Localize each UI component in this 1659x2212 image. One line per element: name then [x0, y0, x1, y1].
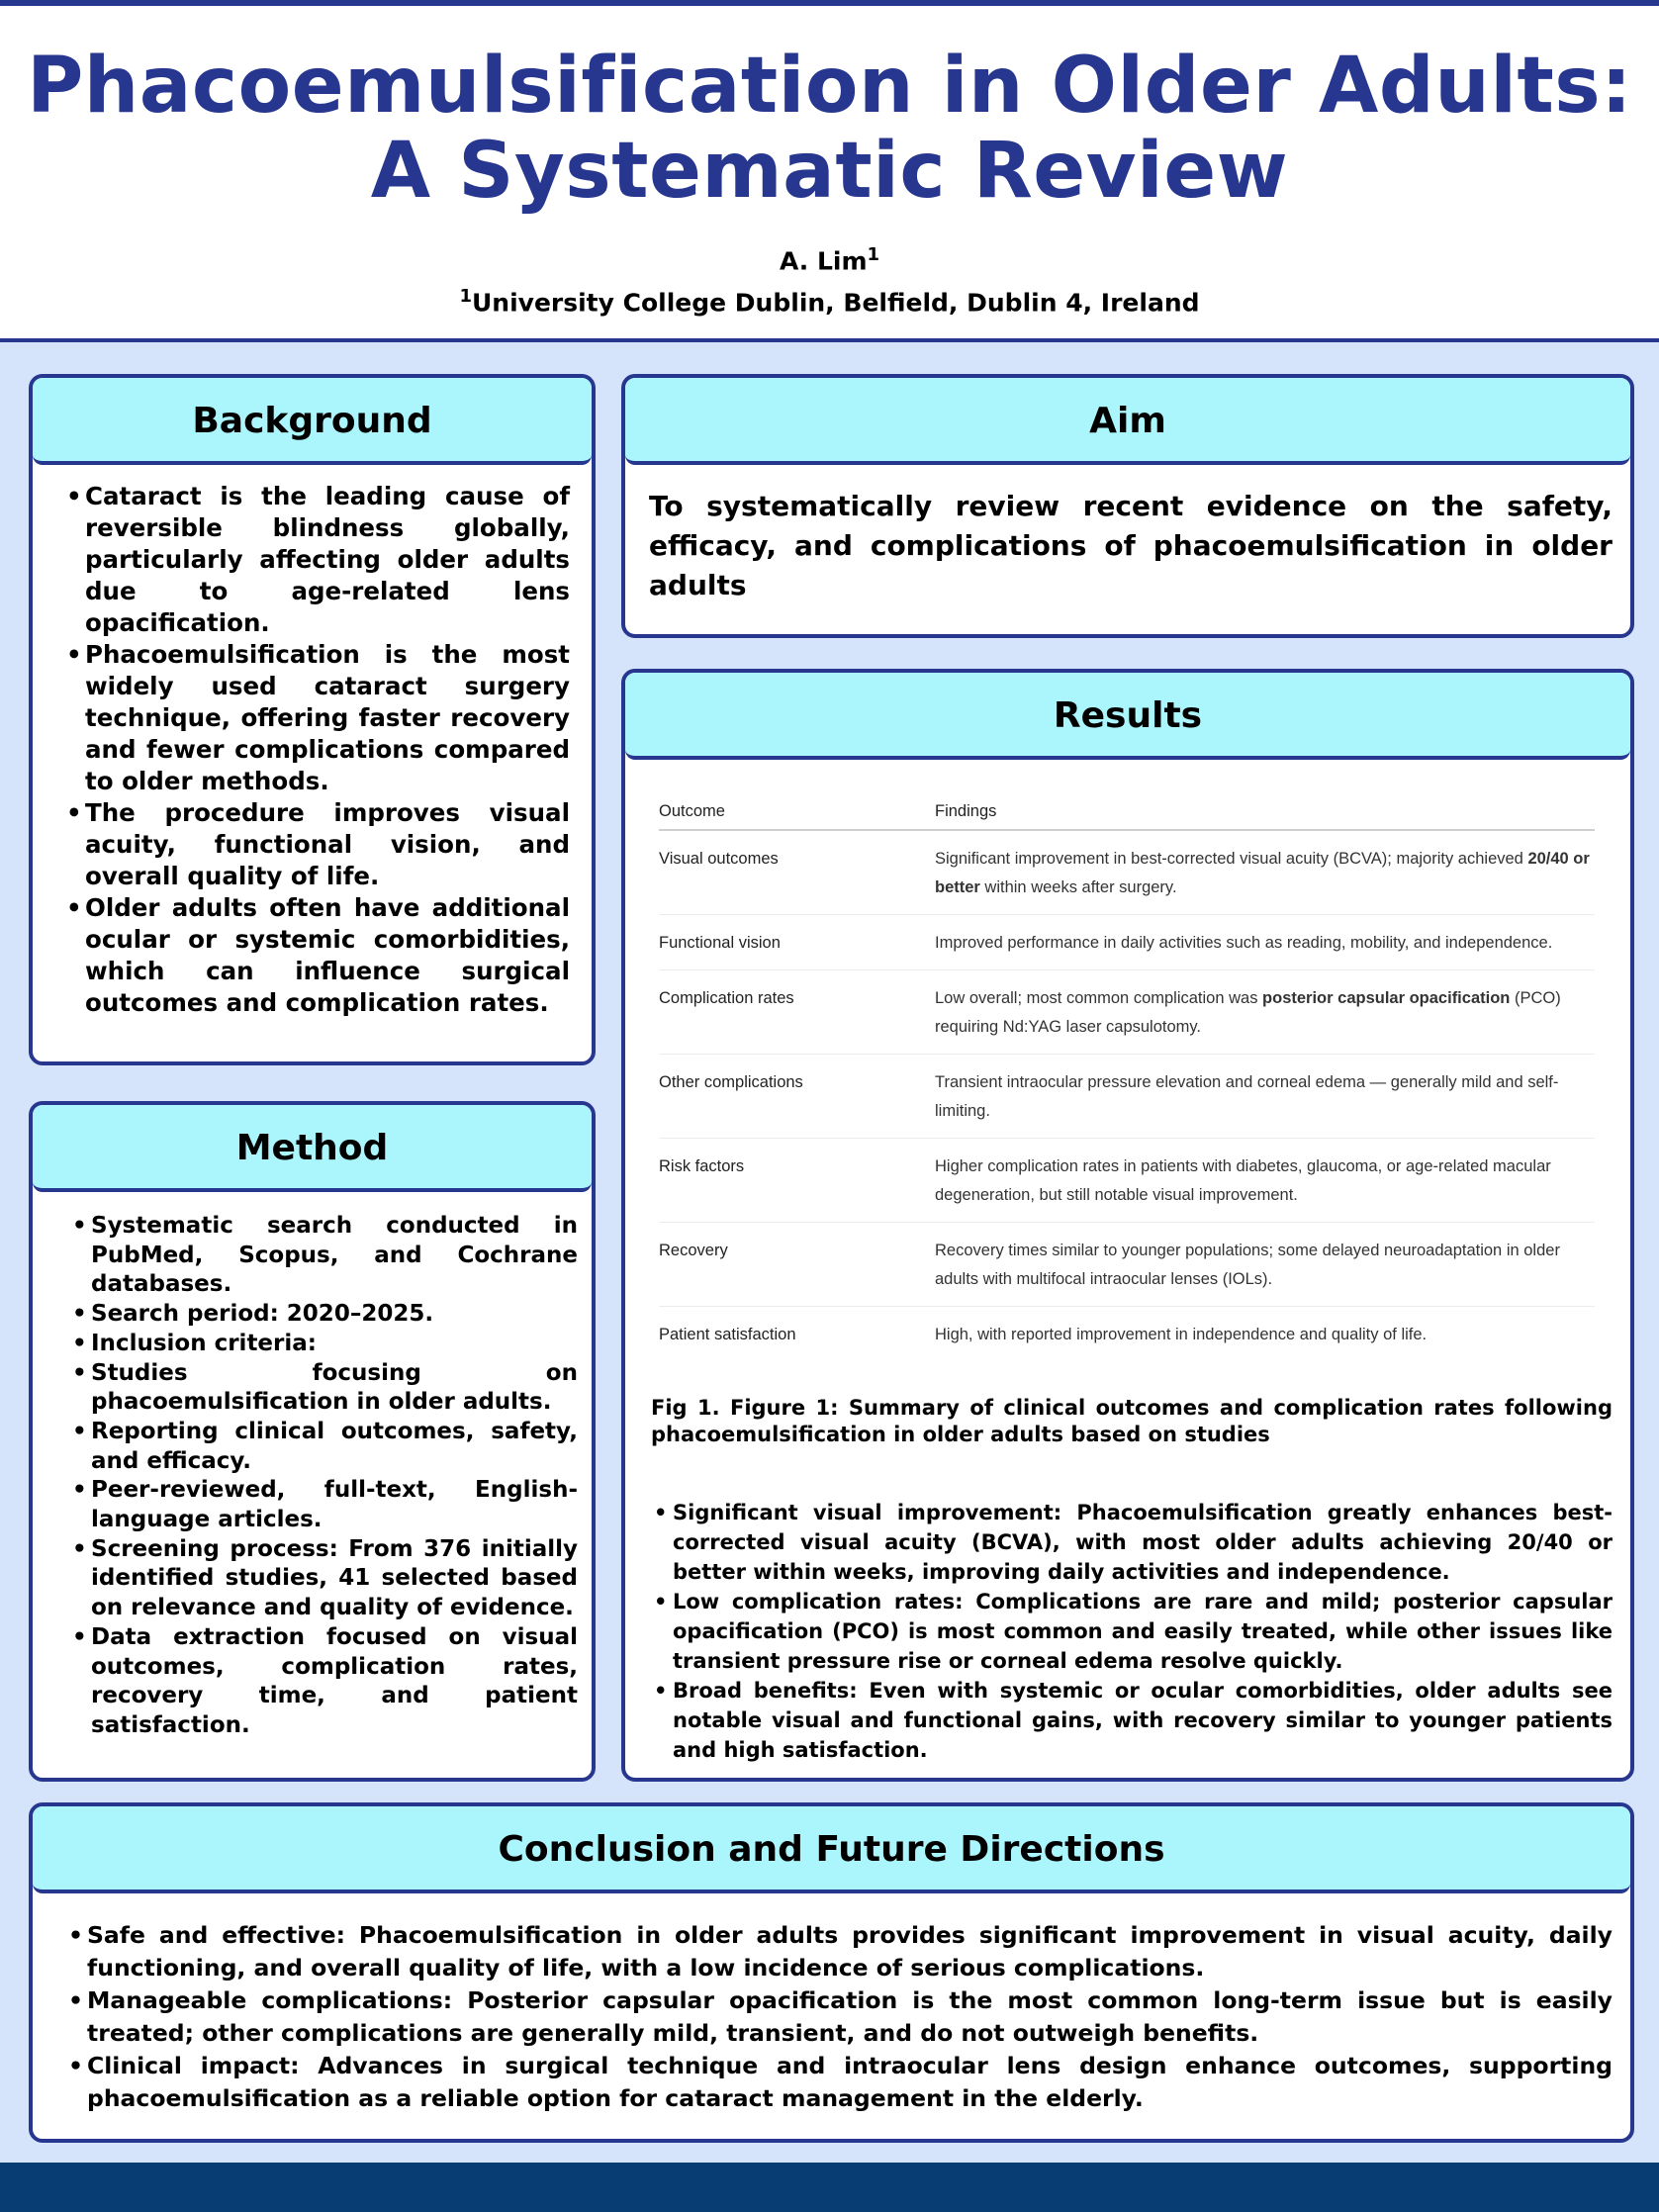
affiliation-superscript: 1	[459, 286, 472, 308]
column-header-findings: Findings	[935, 791, 1595, 830]
findings-cell	[935, 1139, 1595, 1223]
title-line-1: Phacoemulsification in Older Adults:	[27, 42, 1632, 131]
aim-panel	[621, 374, 1634, 638]
outcome-cell: Other complications	[659, 1055, 935, 1139]
list-item: • Safe and effective: Phacoemulsification in older adults provides significant improvement in visual acuity, daily functioning, and overall quality of life, with a low incidence of serious complications.	[87, 1919, 1613, 1984]
findings-cell	[935, 1307, 1595, 1362]
list-item: • The procedure improves visual acuity, functional vision, and overall quality of life.	[85, 797, 570, 892]
title-line-2: A Systematic Review	[370, 127, 1289, 216]
outcome-cell: Risk factors	[659, 1139, 935, 1223]
affiliation	[0, 281, 1659, 319]
table-row	[659, 1223, 1595, 1307]
findings-text: Improved performance in daily activities such as reading, mobility, and independence.	[935, 934, 1553, 952]
results-heading: Results	[625, 673, 1630, 760]
background-panel	[29, 374, 596, 1065]
table-row	[659, 1139, 1595, 1223]
findings-text: Higher complication rates in patients with diabetes, glaucoma, or age-related macular degeneration, but still notable visual improvement.	[935, 1157, 1551, 1204]
author-name: A. Lim	[779, 246, 868, 276]
background-list	[33, 465, 592, 1019]
method-heading: Method	[33, 1105, 592, 1192]
findings-text: (PCO) requiring Nd:YAG laser capsulotomy.	[935, 989, 1561, 1036]
poster-header	[0, 6, 1659, 342]
findings-text: Transient intraocular pressure elevation and corneal edema — generally mild and self-limiting.	[935, 1073, 1559, 1120]
figure-caption: Fig 1. Figure 1: Summary of clinical outcomes and complication rates following phacoemulsification in older adults based on studies	[651, 1396, 1613, 1446]
list-item: • Clinical impact: Advances in surgical technique and intraocular lens design enhance outcomes, supporting phacoemulsification as a reliable option for cataract management in the elderly.	[87, 2050, 1613, 2115]
aim-heading: Aim	[625, 378, 1630, 465]
conclusion-list	[33, 1893, 1630, 2115]
aim-text: To systematically review recent evidence on the safety, efficacy, and complications of phacoemulsification in older adults	[649, 490, 1613, 601]
table-row	[659, 1055, 1595, 1139]
list-item: • Manageable complications: Posterior capsular opacification is the most common long-term issue but is easily treated; other complications are generally mild, transient, and do not outweigh benefits.	[87, 1984, 1613, 2050]
table-row	[659, 1307, 1595, 1362]
findings-text: Low overall; most common complication was	[935, 989, 1263, 1007]
table-row	[659, 830, 1595, 915]
table-header-row	[659, 791, 1595, 830]
footer-bar	[0, 2163, 1659, 2212]
list-item: • Screening process: From 376 initially identified studies, 41 selected based on relevance and quality of evidence.	[91, 1535, 578, 1623]
results-list	[625, 1448, 1630, 1765]
list-item: • Search period: 2020–2025.	[91, 1300, 578, 1330]
results-table	[659, 791, 1595, 1361]
poster-title	[0, 44, 1659, 214]
list-item: • Broad benefits: Even with systemic or ocular comorbidities, older adults see notable visual and functional gains, with recovery similar to younger patients and high satisfaction.	[673, 1676, 1613, 1765]
outcome-cell: Patient satisfaction	[659, 1326, 796, 1343]
list-item: • Systematic search conducted in PubMed, Scopus, and Cochrane databases.	[91, 1212, 578, 1300]
list-item: • Low complication rates: Complications are rare and mild; posterior capsular opacification (PCO) is most common and easily treated, while other issues like transient pressure rise or corneal edema resolve quickly.	[673, 1587, 1613, 1676]
list-item: • Older adults often have additional ocular or systemic comorbidities, which can influence surgical outcomes and complication rates.	[85, 892, 570, 1019]
column-header-outcome: Outcome	[659, 791, 935, 830]
list-item: • Studies focusing on phacoemulsification in older adults.	[91, 1359, 578, 1418]
background-heading: Background	[33, 378, 592, 465]
table-row	[659, 970, 1595, 1055]
findings-text: Recovery times similar to younger populations; some delayed neuroadaptation in older adults with multifocal intraocular lenses (IOLs).	[935, 1242, 1560, 1288]
findings-cell	[935, 970, 1595, 1055]
findings-cell	[935, 915, 1595, 970]
findings-cell	[935, 1055, 1595, 1139]
table-row	[659, 915, 1595, 970]
list-item: • Reporting clinical outcomes, safety, and efficacy.	[91, 1418, 578, 1476]
list-item: • Inclusion criteria:	[91, 1330, 578, 1359]
affiliation-text: University College Dublin, Belfield, Dublin 4, Ireland	[471, 288, 1200, 318]
list-item: • Data extraction focused on visual outcomes, complication rates, recovery time, and patient satisfaction.	[91, 1623, 578, 1741]
findings-text: within weeks after surgery.	[979, 878, 1177, 896]
method-list	[33, 1192, 592, 1741]
findings-emphasis: 20/40 or better	[935, 850, 1590, 896]
conclusion-heading: Conclusion and Future Directions	[33, 1806, 1630, 1893]
outcome-cell: Recovery	[659, 1223, 935, 1307]
outcome-cell: Visual outcomes	[659, 830, 935, 915]
method-panel	[29, 1101, 596, 1782]
list-item: • Significant visual improvement: Phacoemulsification greatly enhances best-corrected visual acuity (BCVA), with most older adults achieving 20/40 or better within weeks, improving daily activities and independence.	[673, 1498, 1613, 1587]
author-superscript: 1	[867, 244, 880, 265]
findings-cell	[935, 830, 1595, 915]
outcome-cell: Complication rates	[659, 970, 935, 1055]
findings-text: Significant improvement in best-corrected visual acuity (BCVA); majority achieved	[935, 850, 1528, 868]
findings-cell	[935, 1223, 1595, 1307]
list-item: • Peer-reviewed, full-text, English-language articles.	[91, 1476, 578, 1534]
list-item: • Cataract is the leading cause of reversible blindness globally, particularly affecting older adults due to age-related lens opacification.	[85, 481, 570, 639]
findings-text: High, with reported improvement in independence and quality of life.	[935, 1326, 1428, 1343]
findings-emphasis: posterior capsular opacification	[1262, 989, 1511, 1007]
list-item: • Phacoemulsification is the most widely used cataract surgery technique, offering faster recovery and fewer complications compared to older methods.	[85, 639, 570, 797]
outcome-cell: Functional vision	[659, 915, 935, 970]
results-panel	[621, 669, 1634, 1782]
conclusion-panel	[29, 1802, 1634, 2143]
author	[0, 239, 1659, 277]
